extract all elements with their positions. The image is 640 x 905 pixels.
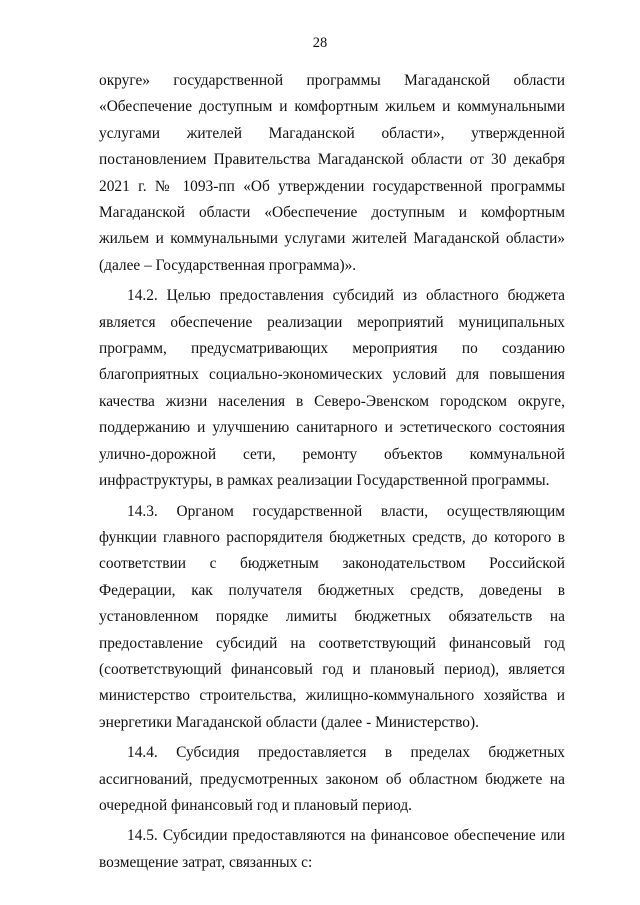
document-body [99,68,565,880]
paragraph-continuation: округе» государственной программы Магаданской области «Обеспечение доступным и комфортным жильем и коммунальными услугами жителей Магаданской области», утвержденной постановлением Правительства Магаданской области от 30 декабря 2021 г. № 1093-пп «Об утверждении государственной программы Магаданской области «Обеспечение доступным и комфортным жильем и коммунальными услугами жителей Магаданской области» (далее – Государственная программа)». [99,72,565,274]
paragraph-14-3: 14.3. Органом государственной власти, осуществляющим функции главного распорядителя бюджетных средств, до которого в соответствии с бюджетным законодательством Российской Федерации, как получателя бюджетных средств, доведены в установленном порядке лимиты бюджетных обязательств на предоставление субсидий на соответствующий финансовый год (соответствующий финансовый год и плановый период), является министерство строительства, жилищно-коммунального хозяйства и энергетики Магаданской области (далее - Министерство). [99,502,565,731]
page-number: 28 [312,35,328,51]
paragraph-14-5: 14.5. Субсидии предоставляются на финансовое обеспечение или возмещение затрат, связанных с: [99,827,565,871]
paragraph-14-4: 14.4. Субсидия предоставляется в пределах бюджетных ассигнований, предусмотренных законом об областном бюджете на очередной финансовый год и плановый период. [99,744,565,814]
paragraph-14-2: 14.2. Целью предоставления субсидий из областного бюджета является обеспечение реализации мероприятий муниципальных программ, предусматривающих мероприятия по созданию благоприятных социально-экономических условий для повышения качества жизни населения в Северо-Эвенском городском округе, поддержанию и улучшению санитарного и эстетического состояния улично-дорожной сети, ремонту объектов коммунальной инфраструктуры, в рамках реализации Государственной программы. [99,287,565,490]
